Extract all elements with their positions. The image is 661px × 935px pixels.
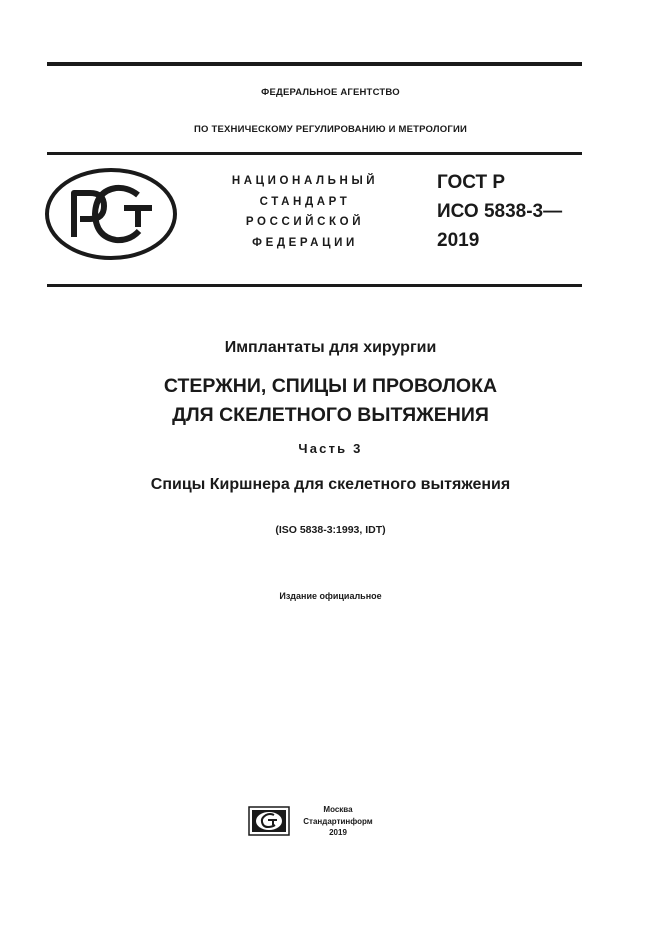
agency-line-1: ФЕДЕРАЛЬНОЕ АГЕНТСТВО — [261, 87, 400, 98]
document-subtitle: Имплантаты для хирургии — [224, 339, 437, 356]
standard-type-line-4: ФЕДЕРАЦИИ — [252, 236, 358, 249]
designation-line-2: ИСО 5838-3— — [437, 201, 563, 222]
agency-line-2: ПО ТЕХНИЧЕСКОМУ РЕГУЛИРОВАНИЮ И МЕТРОЛОГИИ — [194, 124, 467, 135]
standard-designation — [437, 168, 562, 255]
standard-type-line-2: СТАНДАРТ — [259, 195, 351, 208]
edition-note: Издание официальное — [279, 591, 382, 601]
standard-type-line-3: РОССИЙСКОЙ — [245, 216, 365, 228]
publisher-info — [296, 804, 380, 839]
publisher-name: Стандартинформ — [303, 816, 373, 826]
designation-line-3: 2019 — [437, 230, 480, 251]
document-title-line-1: СТЕРЖНИ, СПИЦЫ И ПРОВОЛОКА — [163, 375, 498, 397]
top-rule — [47, 62, 582, 66]
standard-type-block — [210, 171, 400, 253]
header-rule-top — [47, 152, 582, 155]
designation-line-1: ГОСТ Р — [437, 172, 506, 193]
part-number: Часть 3 — [298, 441, 363, 456]
part-title: Спицы Киршнера для скелетного вытяжения — [150, 476, 511, 493]
publisher-year: 2019 — [329, 828, 347, 837]
publisher-city: Москва — [323, 805, 353, 814]
header-rule-bottom — [47, 284, 582, 287]
iso-reference: (ISO 5838-3:1993, IDT) — [275, 524, 386, 536]
standard-type-line-1: НАЦИОНАЛЬНЫЙ — [231, 175, 379, 187]
document-title-line-2: ДЛЯ СКЕЛЕТНОГО ВЫТЯЖЕНИЯ — [172, 404, 489, 426]
standartinform-icon — [248, 805, 290, 842]
gost-r-certification-icon — [44, 167, 178, 266]
